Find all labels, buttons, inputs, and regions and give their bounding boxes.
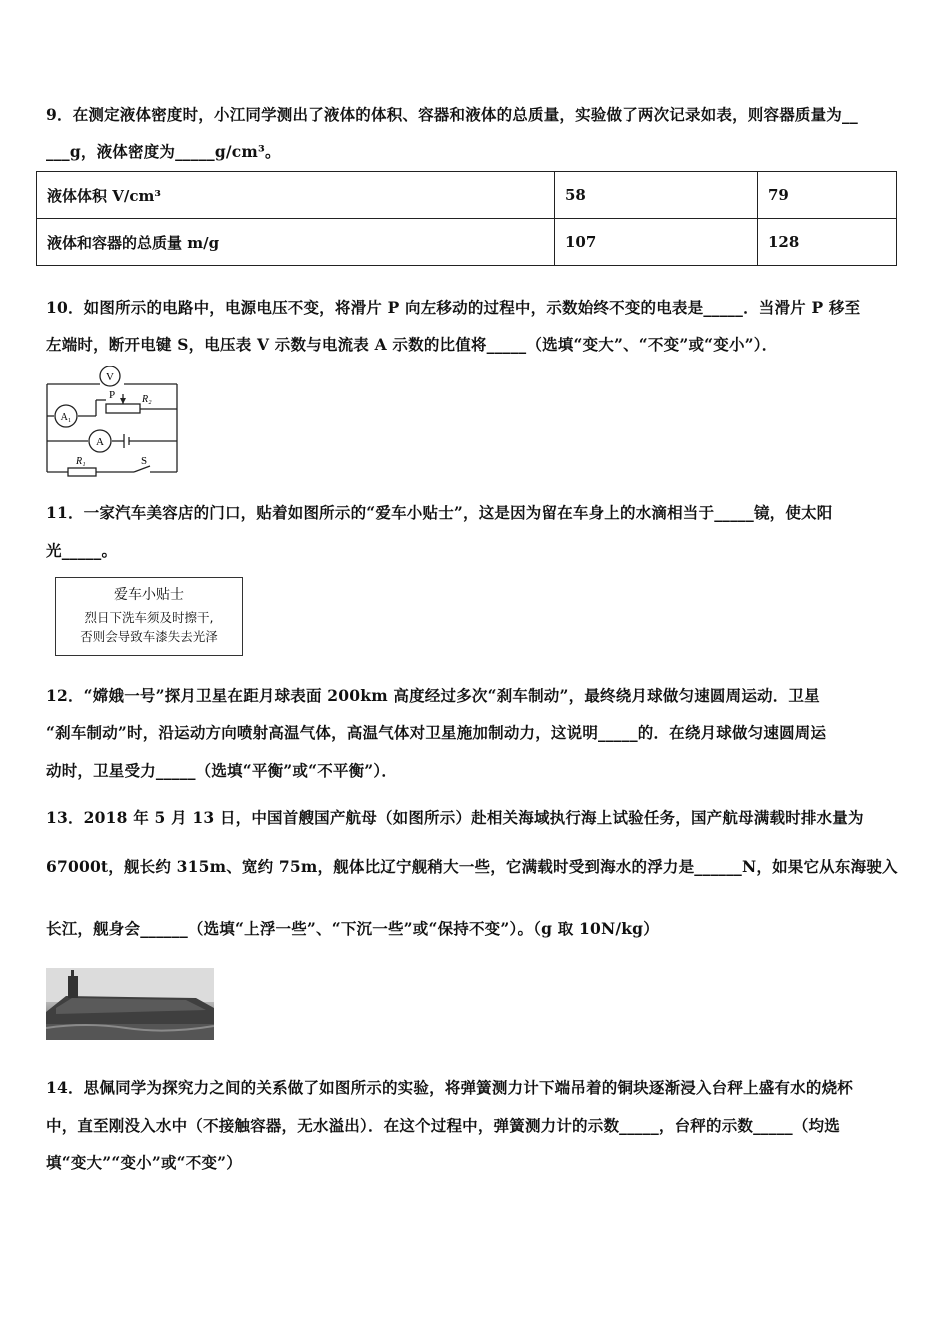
q13-text-1: 2018 年 5 月 13 日，中国首艘国产航母（如图所示）赴相关海域执行海上试验任务，国产航母满载时排水量为 [83,808,864,827]
table-row [37,219,897,266]
q13-line-3: 长江，舰身会______（选填“上浮一些”、“下沉一些”或“保持不变”）。（g 取 10N/kg） [46,919,659,938]
q9-line-2: ___g，液体密度为_____g/cm³。 [46,142,281,161]
switch-s-label: S [141,455,148,467]
q14-line-3: 填“变大”“变小”或“不变”） [46,1153,242,1172]
car-tip-line-1: 烈日下洗车须及时擦干, [84,610,214,625]
table-cell: 58 [555,172,758,219]
car-tip-sign [55,577,243,656]
table-row [37,172,897,219]
voltmeter-label: V [106,371,114,383]
circuit-diagram [44,366,184,478]
q11-line-2: 光_____。 [46,541,118,560]
q13-number: 13． [46,808,84,827]
table-cell-label: 液体体积 V/cm³ [37,172,555,219]
table-cell: 107 [555,219,758,266]
q11-number: 11． [46,503,84,522]
q10-number: 10． [46,298,84,317]
car-tip-title: 爱车小贴士 [114,587,184,603]
q10-line-1 [46,296,860,318]
q11-text-1: 一家汽车美容店的门口，贴着如图所示的“爱车小贴士”，这是因为留在车身上的水滴相当于_____镜，使太阳 [83,503,833,522]
q10-text-1: 如图所示的电路中，电源电压不变，将滑片 P 向左移动的过程中，示数始终不变的电表是_____．当滑片 P 移至 [83,298,861,317]
q12-line-3: 动时，卫星受力_____（选填“平衡”或“不平衡”）． [46,761,398,780]
q14-text-1: 思佩同学为探究力之间的关系做了如图所示的实验，将弹簧测力计下端吊着的铜块逐渐浸入台秤上盛有水的烧杯 [83,1078,853,1097]
q9-text-1: 在测定液体密度时，小江同学测出了液体的体积、容器和液体的总质量，实验做了两次记录如表，则容器质量为__ [72,105,858,124]
q11-line-1 [46,501,832,523]
resistor-r2-label: R₂ [142,394,152,405]
q14-line-2: 中，直至刚没入水中（不接触容器，无水溢出）．在这个过程中，弹簧测力计的示数_____，台秤的示数_____（均选 [46,1116,840,1135]
table-cell-label: 液体和容器的总质量 m/g [37,219,555,266]
q9-line-1 [46,103,858,125]
q12-line-2: “刹车制动”时，沿运动方向喷射高温气体，高温气体对卫星施加制动力，这说明_____的．在绕月球做匀速圆周运 [46,723,827,742]
table-cell: 128 [758,219,897,266]
q14-line-1 [46,1076,853,1098]
q14-number: 14． [46,1078,84,1097]
car-tip-line-2: 否则会导致车漆失去光泽 [80,629,218,644]
q12-line-1 [46,684,820,706]
aircraft-carrier-illustration [46,968,214,1040]
q13-line-1 [46,806,864,828]
q12-number: 12． [46,686,84,705]
q9-data-table [36,171,897,266]
slider-p-label: P [109,389,116,401]
table-cell: 79 [758,172,897,219]
q9-number: 9． [46,105,73,124]
resistor-r1-label: R₁ [76,456,86,467]
q10-line-2: 左端时，断开电键 S，电压表 V 示数与电流表 A 示数的比值将_____（选填“变大”、“不变”或“变小”）． [46,335,778,354]
q13-line-2: 67000t，舰长约 315m、宽约 75m，舰体比辽宁舰稍大一些，它满载时受到海水的浮力是______N，如果它从东海驶入 [46,857,898,876]
ammeter-a-label: A [96,436,104,448]
ammeter-a1-label: A₁ [60,412,72,423]
aircraft-carrier-photo [46,968,214,1040]
q12-text-1: “嫦娥一号”探月卫星在距月球表面 200km 高度经过多次“刹车制动”，最终绕月球做匀速圆周运动．卫星 [83,686,820,705]
